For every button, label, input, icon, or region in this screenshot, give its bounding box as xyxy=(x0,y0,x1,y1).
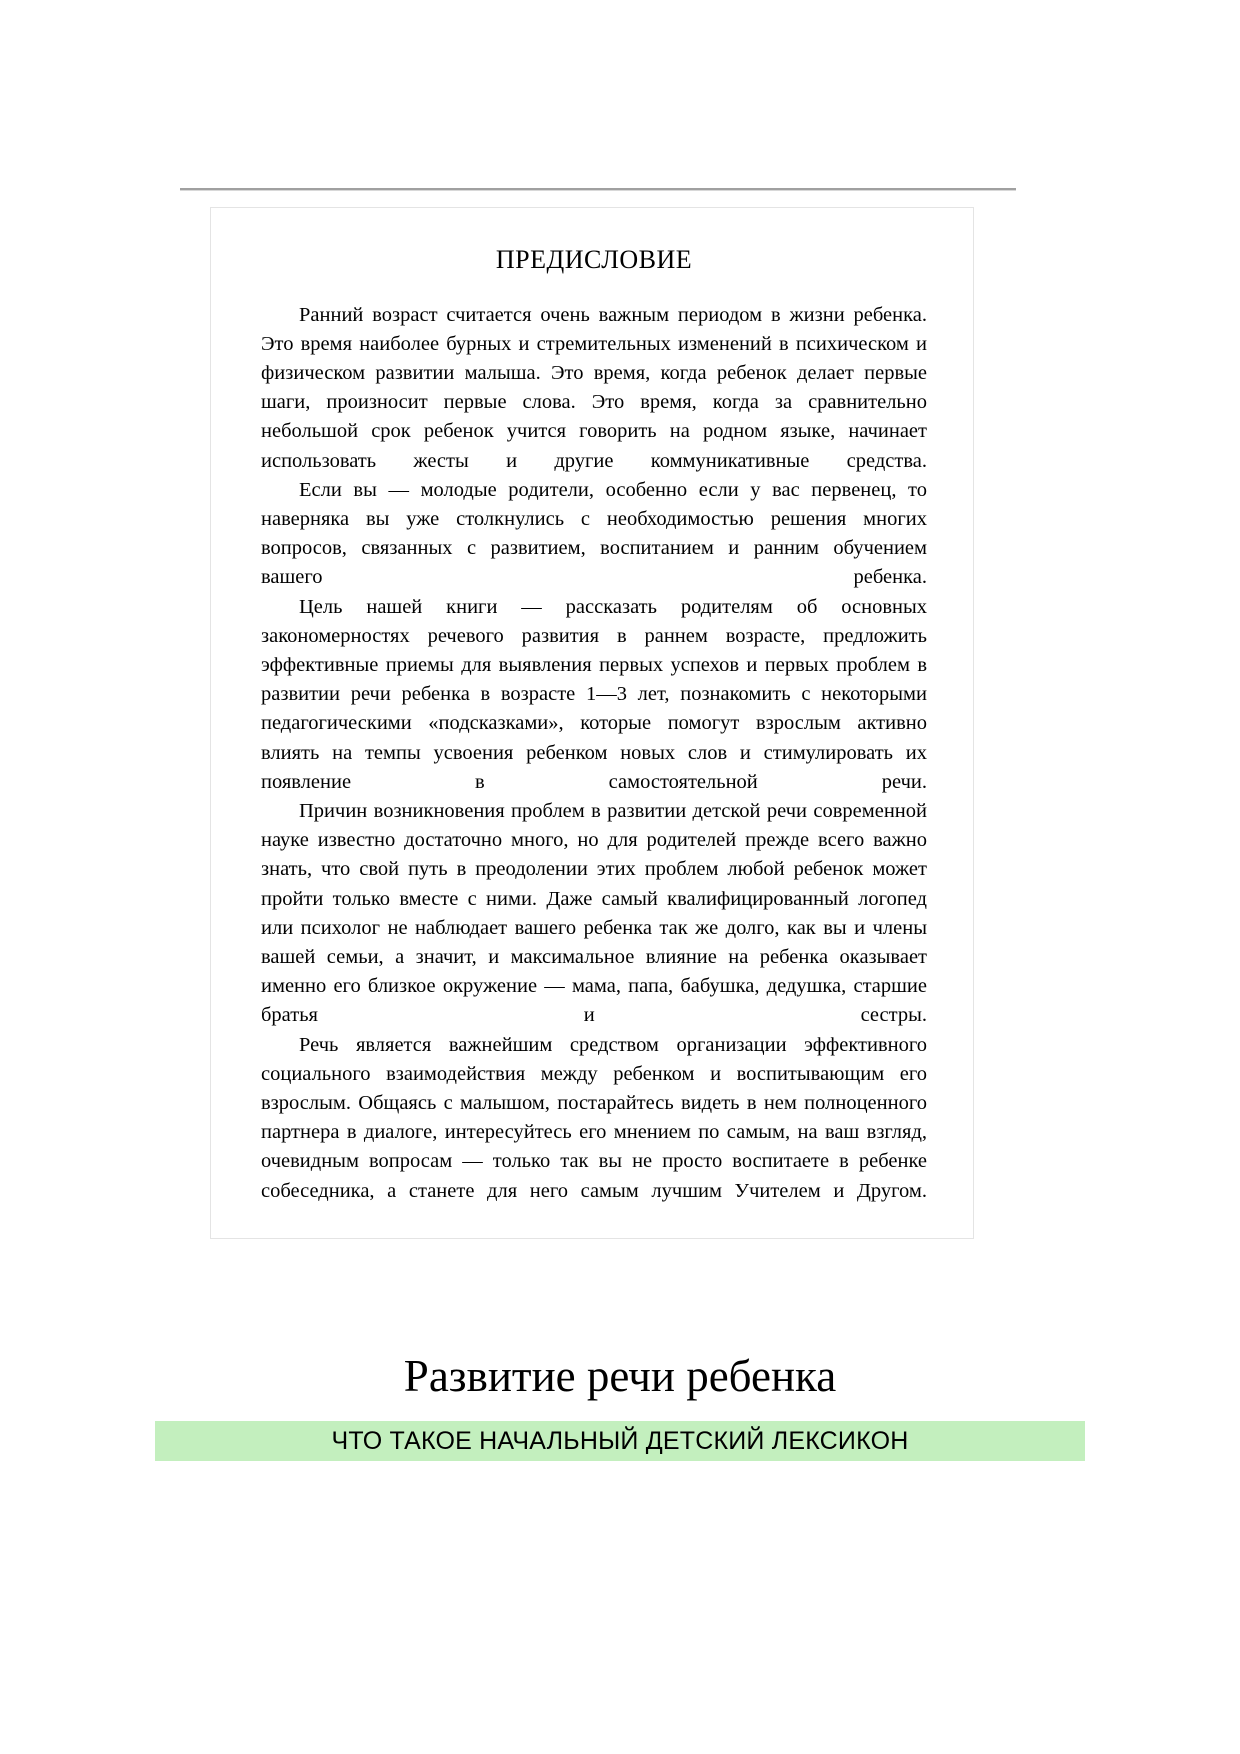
paragraph: Ранний возраст считается очень важным периодом в жизни ребенка. Это время наиболее бурных и стремительных изменений в психическом и физическом развитии малыша. Это время, когда ребенок делает первые шаги, произносит первые слова. Это время, когда за сравнительно небольшой срок ребенок учится говорить на родном языке, начинает использовать жесты и другие коммуникативные средства. xyxy=(261,303,927,472)
book-title: Развитие речи ребенка xyxy=(403,1351,837,1401)
page-title: ПРЕДИСЛОВИЕ xyxy=(495,245,693,274)
paragraph: Речь является важнейшим средством организации эффективного социального взаимодействия между ребенком и воспитывающим его взрослым. Общаясь с малышом, постарайтесь видеть в нем полноценного партнера в диалоге, интересуйтесь его мнением по самым, на ваш взгляд, очевидным вопросам — только так вы не просто воспитаете в ребенке собеседника, а станете для него самым лучшим Учителем и Другом. xyxy=(261,1033,927,1202)
header-divider xyxy=(180,188,1016,191)
paragraph: Если вы — молодые родители, особенно если у вас первенец, то наверняка вы уже столкнулись с необходимостью решения многих вопросов, связанных с развитием, воспитанием и ранним обучением вашего ребенка. xyxy=(261,478,927,589)
section-banner-label: ЧТО ТАКОЕ НАЧАЛЬНЫЙ ДЕТСКИЙ ЛЕКСИКОН xyxy=(331,1426,909,1455)
paragraph: Причин возникновения проблем в развитии детской речи современной науке известно достаточно много, но для родителей прежде всего важно знать, что свой путь в преодолении этих проблем любой ребенок может пройти только вместе с ними. Даже самый квалифицированный логопед или психолог не наблюдает вашего ребенка так же долго, как вы и члены вашей семьи, а значит, и максимальное влияние на ребенка оказывает именно его близкое окружение — мама, папа, бабушка, дедушка, старшие братья и сестры. xyxy=(261,800,927,1027)
preface-text-column xyxy=(261,246,927,1206)
section-banner xyxy=(155,1421,1085,1461)
paragraph: Цель нашей книги — рассказать родителям об основных закономерностях речевого развития в раннем возрасте, предложить эффективные приемы для выявления первых успехов и первых проблем в развитии речи ребенка в возрасте 1—3 лет, познакомить с некоторыми педагогическими «подсказками», которые помогут взрослым активно влиять на темпы усвоения ребенком новых слов и стимулировать их появление в самостоятельной речи. xyxy=(261,595,927,793)
preface-content-box xyxy=(210,207,974,1239)
